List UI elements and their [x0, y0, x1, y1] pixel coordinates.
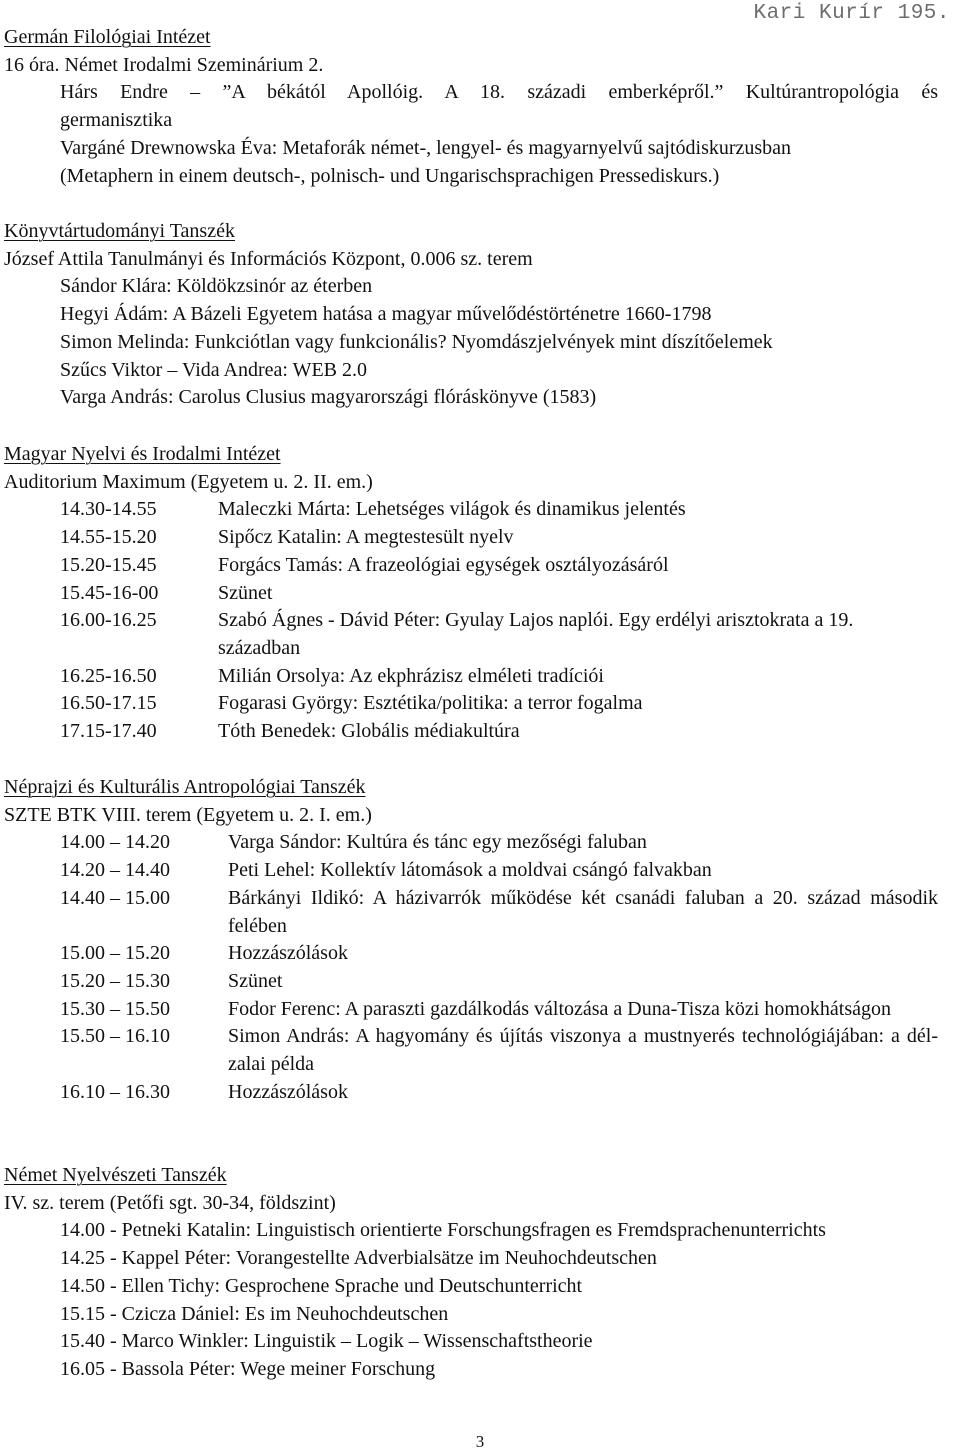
schedule-row — [4, 663, 938, 691]
schedule-time: 14.00 – 14.20 — [60, 831, 170, 854]
schedule-desc: Fogarasi György: Esztétika/politika: a terror fogalma — [218, 692, 643, 715]
schedule-desc: Maleczki Márta: Lehetséges világok és dinamikus jelentés — [218, 498, 686, 521]
venue-line: SZTE BTK VIII. terem (Egyetem u. 2. I. em.) — [4, 803, 372, 826]
schedule-row — [4, 940, 938, 968]
schedule-desc: Sipőcz Katalin: A megtestesült nyelv — [218, 526, 514, 549]
schedule-desc: Simon András: A hagyomány és újítás viszonya a mustnyerés technológiájában: a dél-zalai példa — [228, 1025, 938, 1076]
schedule-row: 14.25 - Kappel Péter: Vorangestellte Adverbialsätze im Neuhochdeutschen — [60, 1247, 657, 1270]
section-library-dept — [4, 218, 938, 412]
section-german-institute — [4, 24, 938, 190]
schedule-time: 14.20 – 14.40 — [60, 859, 170, 882]
page-number: 3 — [475, 1432, 485, 1451]
talk-line: Varga András: Carolus Clusius magyarországi flóráskönyve (1583) — [60, 386, 597, 409]
schedule-time: 15.45-16-00 — [60, 581, 159, 604]
schedule-desc: Forgács Tamás: A frazeológiai egységek osztályozásáról — [218, 553, 669, 576]
schedule-time: 16.25-16.50 — [60, 664, 157, 687]
schedule-desc: Hozzászólások — [228, 942, 348, 965]
schedule-time: 15.20-15.45 — [60, 553, 157, 576]
schedule-row — [4, 552, 938, 580]
schedule-row: 14.00 - Petneki Katalin: Linguistisch orientierte Forschungsfragen es Fremdsprachenunterrichts — [60, 1219, 826, 1242]
schedule-row — [4, 885, 938, 940]
schedule-time: 16.50-17.15 — [60, 692, 157, 715]
schedule-time: 16.00-16.25 — [60, 609, 157, 632]
schedule-time: 15.50 – 16.10 — [60, 1025, 170, 1048]
talk-line: Simon Melinda: Funkciótlan vagy funkcionális? Nyomdászjelvények mint díszítőelemek — [60, 330, 773, 353]
schedule-time: 15.00 – 15.20 — [60, 942, 170, 965]
schedule-time: 15.30 – 15.50 — [60, 997, 170, 1020]
schedule-row — [4, 1023, 938, 1078]
talk-line: germanisztika — [60, 109, 173, 132]
section-hungarian-institute — [4, 441, 938, 746]
schedule-row: 14.50 - Ellen Tichy: Gesprochene Sprache und Deutschunterricht — [60, 1274, 583, 1297]
schedule-time: 15.20 – 15.30 — [60, 969, 170, 992]
schedule-row — [4, 1079, 938, 1107]
schedule-time: 14.40 – 15.00 — [60, 886, 170, 909]
talk-line: (Metaphern in einem deutsch-, polnisch- und Ungarischsprachigen Pressediskurs.) — [60, 164, 720, 187]
schedule-row — [4, 829, 938, 857]
talk-line: Sándor Klára: Köldökzsinór az éterben — [60, 275, 373, 298]
section-ethnography-dept — [4, 774, 938, 1106]
talk-line: Szűcs Viktor – Vida Andrea: WEB 2.0 — [60, 358, 368, 381]
section-title: Könyvtártudományi Tanszék — [4, 220, 235, 242]
schedule-desc: Milián Orsolya: Az ekphrázisz elméleti tradíciói — [218, 664, 604, 687]
venue-line: Auditorium Maximum (Egyetem u. 2. II. em.) — [4, 470, 373, 493]
venue-line: József Attila Tanulmányi és Információs Központ, 0.006 sz. terem — [4, 247, 533, 270]
schedule-time: 14.55-15.20 — [60, 526, 157, 549]
schedule-time: 16.10 – 16.30 — [60, 1080, 170, 1103]
schedule-desc: Tóth Benedek: Globális médiakultúra — [218, 720, 520, 743]
section-title: Germán Filológiai Intézet — [4, 26, 211, 48]
schedule-time: 17.15-17.40 — [60, 720, 157, 743]
schedule-desc: Fodor Ferenc: A paraszti gazdálkodás változása a Duna-Tisza közi homokhátságon — [228, 997, 891, 1020]
schedule-desc: Szünet — [218, 581, 273, 604]
session-line: 16 óra. Német Irodalmi Szeminárium 2. — [4, 53, 324, 76]
schedule-row — [4, 690, 938, 718]
schedule-row — [4, 968, 938, 996]
schedule-desc: Szünet — [228, 969, 283, 992]
venue-line: IV. sz. terem (Petőfi sgt. 30-34, földszint) — [4, 1191, 336, 1214]
talk-line: Hegyi Ádám: A Bázeli Egyetem hatása a magyar művelődéstörténetre 1660-1798 — [60, 303, 712, 326]
schedule-desc: Peti Lehel: Kollektív látomások a moldvai csángó falvakban — [228, 859, 712, 882]
talk-line: Vargáné Drewnowska Éva: Metaforák német-, lengyel- és magyarnyelvű sajtódiskurzusban — [60, 136, 792, 159]
schedule-desc: Varga Sándor: Kultúra és tánc egy mezőségi faluban — [228, 831, 647, 854]
schedule-row — [4, 718, 938, 746]
page-header-mark: Kari Kurír 195. — [753, 2, 950, 25]
schedule-row — [4, 857, 938, 885]
section-title: Német Nyelvészeti Tanszék — [4, 1164, 227, 1186]
section-title: Néprajzi és Kulturális Antropológiai Tanszék — [4, 776, 366, 798]
schedule-row — [4, 580, 938, 608]
schedule-row — [4, 496, 938, 524]
schedule-row: 15.15 - Czicza Dániel: Es im Neuhochdeutschen — [60, 1302, 449, 1325]
schedule-row — [4, 607, 938, 662]
schedule-row: 16.05 - Bassola Péter: Wege meiner Forschung — [60, 1357, 436, 1380]
section-german-linguistics-dept — [4, 1162, 938, 1384]
schedule-desc: Szabó Ágnes - Dávid Péter: Gyulay Lajos naplói. Egy erdélyi arisztokrata a 19. században — [218, 609, 854, 659]
schedule-time: 14.30-14.55 — [60, 498, 157, 521]
schedule-row — [4, 524, 938, 552]
schedule-row: 15.40 - Marco Winkler: Linguistik – Logik – Wissenschaftstheorie — [60, 1330, 593, 1353]
schedule-desc: Hozzászólások — [228, 1080, 348, 1103]
schedule-desc: Bárkányi Ildikó: A házivarrók működése két csanádi faluban a 20. század második felében — [228, 886, 938, 937]
talk-line: Hárs Endre – ”A békától Apollóig. A 18. századi emberképről.” Kultúrantropológia és — [60, 81, 938, 104]
schedule-row — [4, 996, 938, 1024]
section-title: Magyar Nyelvi és Irodalmi Intézet — [4, 443, 281, 465]
